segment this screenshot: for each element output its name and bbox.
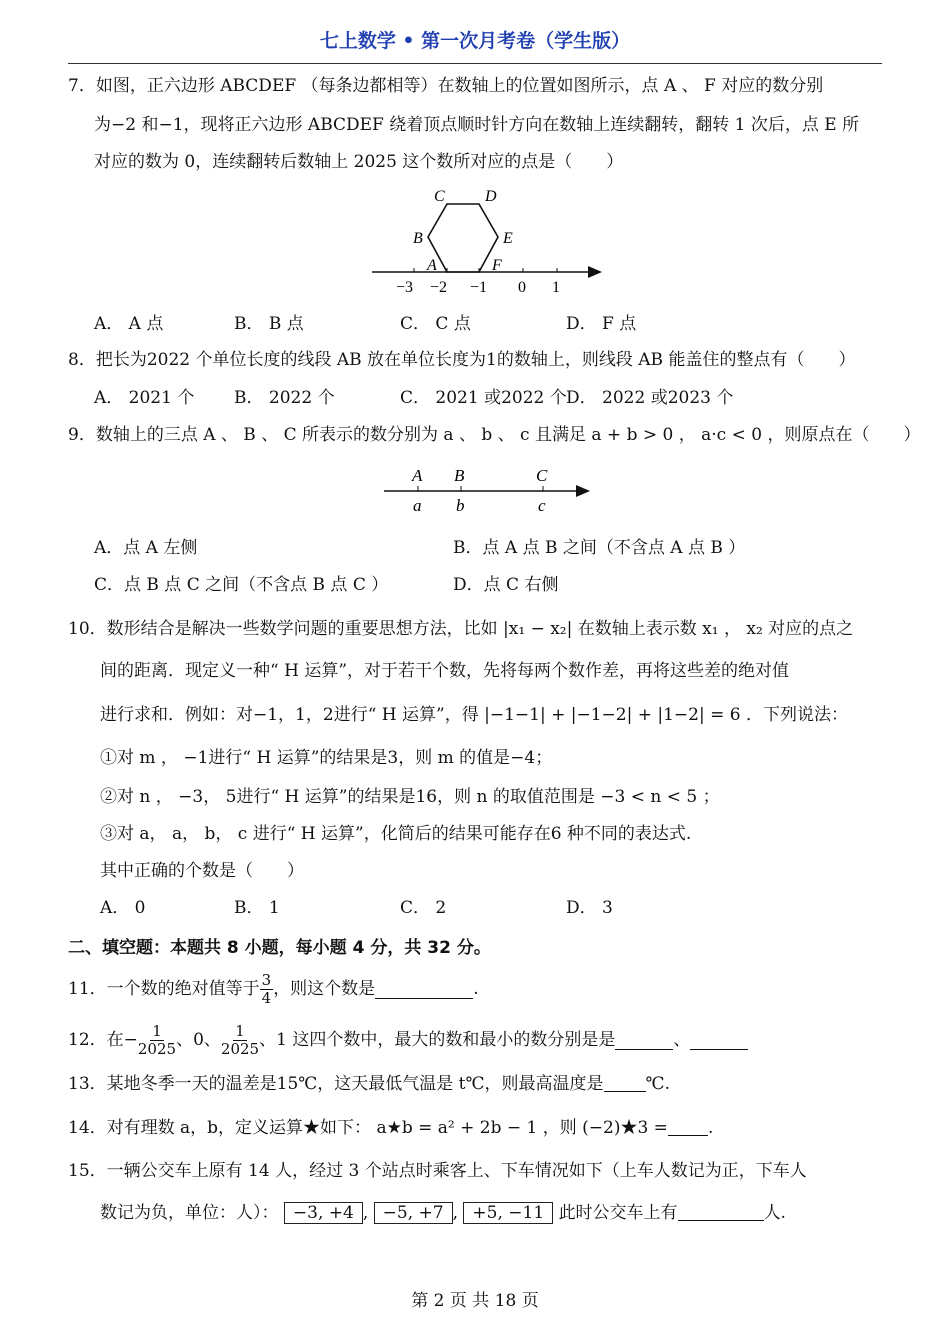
q15-line1: 15．一辆公交车上原有 14 人，经过 3 个站点时乘客上、下车情况如下（上车人数记为正，下车人 [68,1161,807,1181]
q7-line2: 为−2 和−1，现将正六边形 ABCDEF 绕着顶点顺时针方向在数轴上连续翻转，翻转 1 次后，点 E 所 [94,115,860,135]
value-label-c: c [538,496,546,515]
q12 [68,1019,748,1061]
q10-line3: 进行求和．例如：对−1，1，2进行“ H 运算”，得 |−1−1| + |−1−2| + |1−2| = 6 ．下列说法： [100,705,848,725]
q8-option-b: B． 2022 个 [234,388,335,408]
q12-answer-blank-min[interactable] [690,1031,748,1050]
q11-answer-blank[interactable] [375,980,473,999]
q10-statement-3: ③对 a， a， b， c 进行“ H 运算”，化简后的结果可能存在6 种不同的表达式. [100,824,692,844]
q12-numerator-1: 1 [152,1021,162,1040]
q10-option-b: B． 1 [234,898,280,918]
point-label-c: C [536,466,548,485]
tick-label: −3 [396,279,414,296]
q10-question: 其中正确的个数是（ ） [100,861,304,881]
q11-fraction [260,972,274,1007]
q13 [68,1072,670,1096]
q10-line2: 间的距离．现定义一种“ H 运算”，对于若干个数，先将每两个数作差，再将这些差的绝对值 [100,661,790,681]
q7-option-a: A． A 点 [94,314,164,334]
section-2-heading: 二、填空题：本题共 8 小题，每小题 4 分，共 32 分。 [68,938,491,958]
q10-option-d: D． 3 [566,898,613,918]
q11-denominator: 4 [261,988,272,1007]
vertex-label-e: E [503,230,513,247]
q10-option-a: A． 0 [100,898,146,918]
q12-fraction-2 [221,1023,259,1058]
q14-end: . [707,1118,714,1138]
q12-numerator-2: 1 [235,1021,245,1040]
q7-option-d: D． F 点 [566,314,637,334]
q7-line3: 对应的数为 0，连续翻转后数轴上 2025 这个数所对应的点是（ ） [94,152,624,172]
value-label-b: b [456,496,465,515]
q14 [68,1116,713,1140]
q15-stop-3-box: +5, −11 [463,1202,553,1224]
q13-answer-blank[interactable] [604,1073,646,1092]
q12-suffix: 、1 这四个数中，最大的数和最小的数分别是是 [259,1030,616,1050]
q12-fraction-1 [138,1023,176,1058]
abc-number-line-figure [378,460,598,516]
axis-arrow-icon [588,266,602,278]
q15-end: 人. [763,1203,786,1223]
q12-separator: 、 [673,1030,691,1050]
q7-line1: 7．如图，正六边形 ABCDEF （每条边都相等）在数轴上的位置如图所示，点 A 、 F 对应的数分别 [68,76,824,96]
vertex-label-b: B [413,230,423,247]
vertex-label-f: F [492,257,502,274]
hexagon-shape [428,204,498,272]
axis-arrow-icon [576,485,590,497]
vertex-label-a: A [427,257,437,274]
tick-label: 0 [518,279,526,296]
q13-text: 13．某地冬季一天的温差是15℃，这天最低气温是 t℃，则最高温度是 [68,1074,604,1094]
q15-suffix: 此时公交车上有 [558,1203,678,1223]
q12-prefix: 12．在− [68,1030,138,1050]
q15-line2: 数记为负，单位：人）： −3, +4 , −5, +7 , +5, −11 此时公交车上有 人. [100,1203,786,1223]
q8-option-c: C． 2021 或2022 个 [400,388,567,408]
q14-text: 14．对有理数 a，b，定义运算★如下： a★b = a² + 2b − 1 ，则 (−2)★3 = [68,1118,668,1138]
q7-option-b: B． B 点 [234,314,304,334]
q8-option-d: D． 2022 或2023 个 [566,388,734,408]
tick-label: −2 [430,279,448,296]
page-header: 七上数学 • 第一次月考卷（学生版） [319,30,631,52]
q14-answer-blank[interactable] [668,1117,708,1136]
q11 [68,968,479,1010]
value-label-a: a [413,496,422,515]
q15-answer-blank[interactable] [678,1202,764,1221]
hexagon-number-line-figure [360,182,620,302]
q9-option-b: B．点 A 点 B 之间（不含点 A 点 B ） [453,538,746,558]
vertex-label-d: D [485,188,497,205]
q7-option-c: C． C 点 [400,314,471,334]
q10-statement-2: ②对 n ， −3， 5进行“ H 运算”的结果是16，则 n 的取值范围是 −3 < n < 5 ； [100,787,720,807]
q12-denominator-2: 2025 [220,1039,260,1058]
q11-suffix: ，则这个数是 [273,979,376,999]
q13-end: ℃. [645,1074,670,1094]
q9-option-c: C．点 B 点 C 之间（不含点 B 点 C ） [94,575,389,595]
q8-line1: 8．把长为2022 个单位长度的线段 AB 放在单位长度为1的数轴上，则线段 AB 能盖住的整点有（ ） [68,350,856,370]
q11-prefix: 11．一个数的绝对值等于 [68,979,260,999]
q15-prefix: 数记为负，单位：人）： [100,1203,279,1223]
point-label-b: B [454,466,465,485]
q11-numerator: 3 [261,970,272,989]
q9-option-a: A．点 A 左侧 [94,538,198,558]
point-label-a: A [412,466,423,485]
q10-option-c: C． 2 [400,898,447,918]
q10-statement-1: ①对 m ， −1进行“ H 运算”的结果是3，则 m 的值是−4； [100,748,553,768]
header-divider [68,63,882,64]
q8-option-a: A． 2021 个 [94,388,195,408]
q9-line1: 9．数轴上的三点 A 、 B 、 C 所表示的数分别为 a 、 b 、 c 且满足 a + b > 0 ， a·c < 0 ，则原点在（ ） [68,425,921,445]
q12-middle: 、0、 [176,1030,221,1050]
q9-option-d: D．点 C 右侧 [453,575,559,595]
tick-label: −1 [470,279,488,296]
q11-end: . [473,979,479,999]
q15-stop-1-box: −3, +4 [284,1202,363,1224]
q12-denominator-1: 2025 [137,1039,177,1058]
tick-label: 1 [552,279,560,296]
page-footer: 第 2 页 共 18 页 [411,1291,539,1311]
q10-line1: 10．数形结合是解决一些数学问题的重要思想方法，比如 |x₁ − x₂| 在数轴上表示数 x₁ ， x₂ 对应的点之 [68,619,854,639]
q15-stop-2-box: −5, +7 [374,1202,453,1224]
vertex-label-c: C [434,188,445,205]
q12-answer-blank-max[interactable] [615,1031,673,1050]
